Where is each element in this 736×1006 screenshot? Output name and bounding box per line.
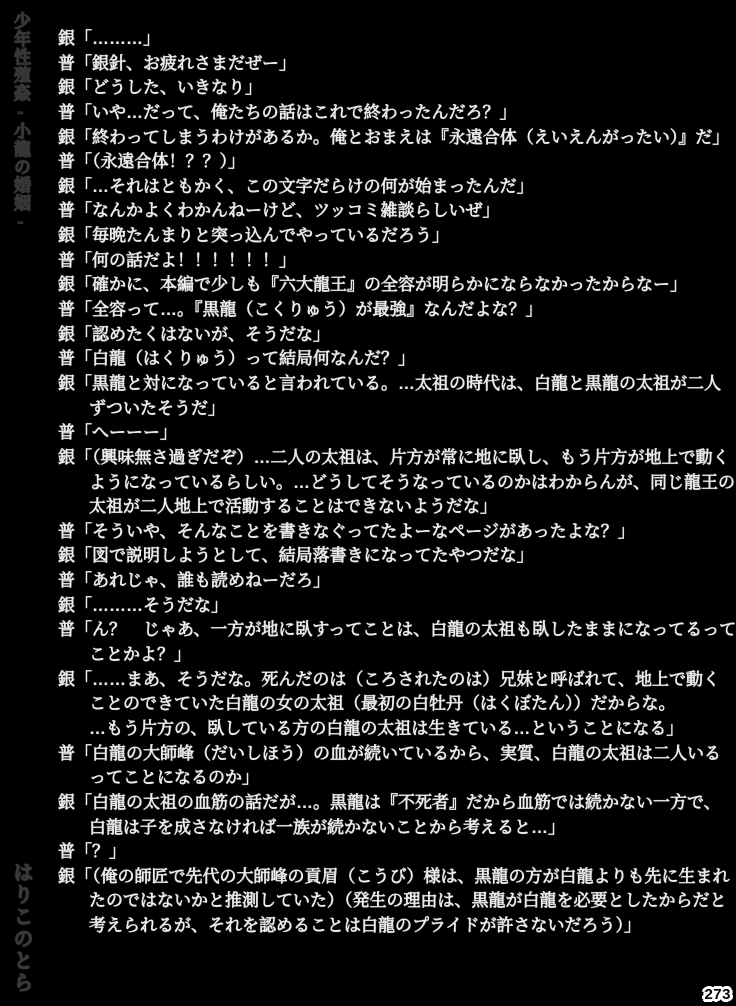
dialogue-line: 考えられるが、それを認めることは白龍のプライドが許さないだろう）」	[89, 916, 641, 936]
dialogue-line: 白龍は子を成さなければ一族が続かないことから考えると…」	[89, 817, 565, 837]
dialogue-line: 銀「どうした、いきなり」	[58, 78, 262, 98]
dialogue-line: 太祖が二人地上で活動することはできないようだな」	[89, 497, 497, 517]
page-number: 273	[704, 986, 731, 1003]
dialogue-line: 普「いや…だって、俺たちの話はこれで終わったんだろ？」	[58, 102, 517, 122]
dialogue-line: 普「銀針、お疲れさまだぜー」	[58, 53, 296, 73]
dialogue-line: 銀「図で説明しようとして、結局落書きになってたやつだな」	[58, 546, 534, 566]
dialogue-line: 普「ん？ じゃあ、一方が地に臥すってことは、白龍の太祖も臥したままになってるって	[58, 620, 736, 640]
dialogue-line: 銀「（俺の師匠で先代の大師峰の貢眉（こうび）様は、黒龍の方が白龍よりも先に生まれ	[58, 866, 730, 886]
dialogue-line: 銀「……まあ、そうだな。死んだのは（ころされたのは）兄妹と呼ばれて、地上で動く	[58, 669, 720, 689]
dialogue-line: 普「全容って…。『黒龍（こくりゅう）が最強』なんだよな？」	[58, 300, 543, 320]
dialogue-line: 銀「（興味無さ過ぎだぞ）…二人の太祖は、片方が常に地に臥し、もう片方が地上で動く	[58, 447, 730, 467]
dialogue-area	[58, 27, 736, 939]
dialogue-line: 銀「毎晩たんまりと突っ込んでやっているだろう」	[58, 226, 449, 246]
dialogue-line: ようになっているらしい。…どうしてそうなっているのかはわからんが、同じ龍王の	[89, 472, 735, 492]
dialogue-line: 銀「終わってしまうわけがあるか。俺とおまえは『永遠合体（えいえんがったい）』だ」	[58, 127, 730, 147]
dialogue-line: 銀「………」	[58, 29, 160, 48]
dialogue-line: 普「そういや、そんなことを書きなぐってたよーなページがあったよな？」	[58, 521, 635, 541]
dialogue-line: 銀「黒龍と対になっていると言われている。…太祖の時代は、白龍と黒龍の太祖が二人	[58, 373, 721, 393]
dialogue-line: 普「白龍の大師峰（だいしほう）の血が続いているから、実質、白龍の太祖は二人いる	[58, 743, 721, 763]
dialogue-line: ずついたそうだ」	[89, 398, 225, 418]
dialogue-line: ってことになるのか」	[89, 768, 259, 788]
dialogue-line: ことのできていた白龍の女の太祖（最初の白牡丹（はくぼたん））だからな。	[89, 694, 676, 714]
spine-title-vertical: 少年性殖姦-小龍の婚姻-	[11, 12, 30, 232]
circle-name-vertical: はりこのとら	[10, 862, 32, 994]
dialogue-line: 普「何の話だよ！！！！！！」	[58, 250, 296, 270]
dialogue-line: 普「あれじゃ、誰も読めねーだろ」	[58, 571, 330, 591]
dialogue-line: 普「へーーー」	[58, 423, 177, 443]
dialogue-line: 普「（永遠合体！？？）」	[58, 152, 245, 172]
dialogue-line: 銀「………そうだな」	[58, 595, 228, 615]
dialogue-line: 銀「確かに、本編で少しも『六大龍王』の全容が明らかにならなかったからなー」	[58, 275, 687, 295]
dialogue-line: …もう片方の、臥している方の白龍の太祖は生きている…ということになる」	[89, 718, 684, 738]
dialogue-line: 銀「認めたくはないが、そうだな」	[58, 324, 330, 344]
dialogue-line: たのではないかと推測していた）（発生の理由は、黒龍が白龍を必要としたからだと	[89, 891, 727, 911]
dialogue-line: 普「？」	[58, 842, 126, 862]
dialogue-line: 普「なんかよくわかんねーけど、ツッコミ雑談らしいぜ」	[58, 201, 500, 221]
dialogue-line: 銀「…それはともかく、この文字だらけの何が始まったんだ」	[58, 176, 534, 196]
dialogue-line: 普「白龍（はくりゅう）って結局何なんだ？」	[58, 349, 415, 369]
dialogue-line: 銀「白龍の太祖の血筋の話だが…。黒龍は『不死者』だから血筋では続かない一方で、	[58, 792, 721, 812]
dialogue-line: ことかよ？」	[89, 645, 191, 665]
